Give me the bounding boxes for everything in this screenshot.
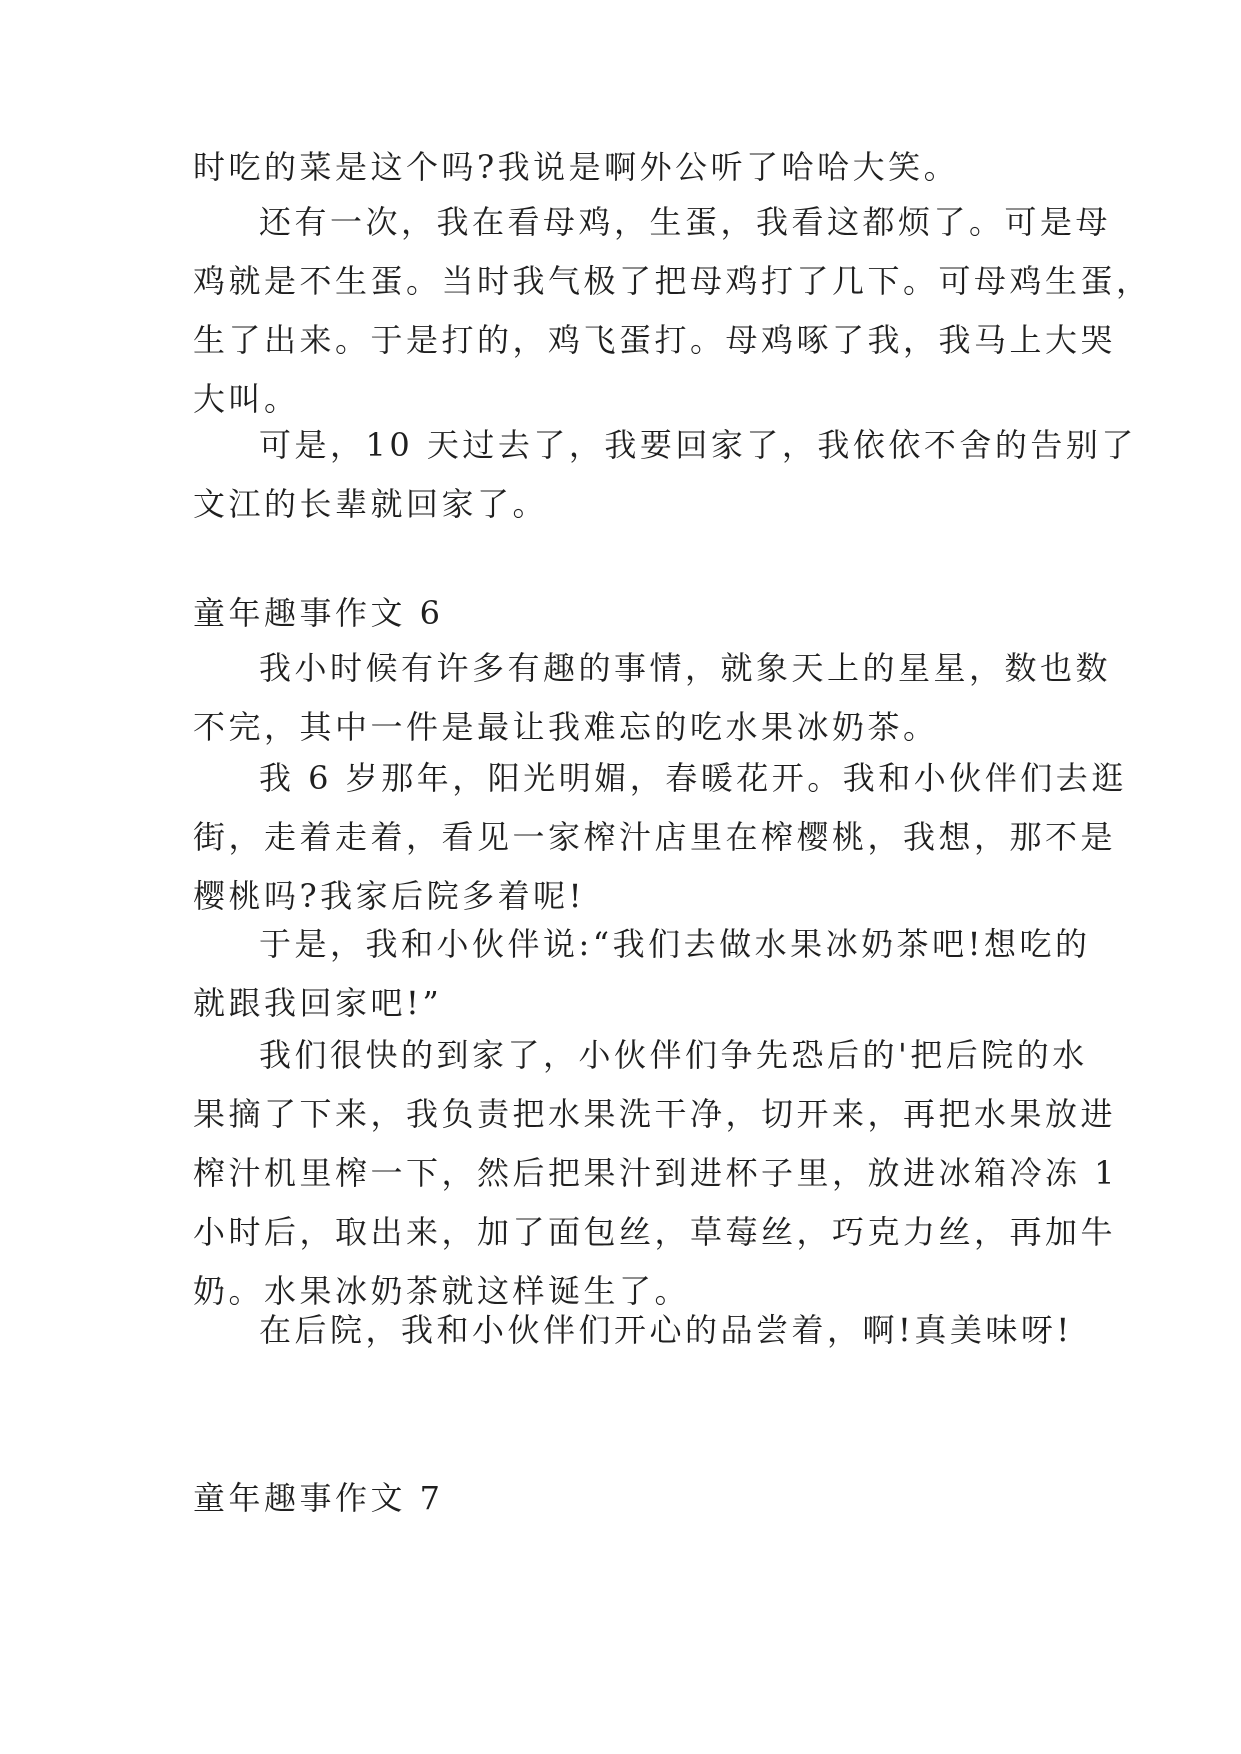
text-line: 就跟我回家吧!” (193, 984, 443, 1022)
text-line: 不完，其中一件是最让我难忘的吃水果冰奶茶。 (193, 708, 939, 746)
text-line: 文江的长辈就回家了。 (193, 485, 549, 523)
text-line: 还有一次，我在看母鸡，生蛋，我看这都烦了。可是母 (259, 203, 1112, 241)
paragraph-tasting (193, 1301, 1073, 1360)
section-title-7 (193, 1469, 1055, 1528)
section-title-6 (193, 584, 1055, 643)
paragraph-going-home (193, 416, 1137, 534)
text-line: 生了出来。于是打的，鸡飞蛋打。母鸡啄了我，我马上大哭 (193, 321, 1117, 359)
text-line: 在后院，我和小伙伴们开心的品尝着，啊!真美味呀! (259, 1311, 1073, 1349)
text-line: 时吃的菜是这个吗?我说是啊外公听了哈哈大笑。 (193, 148, 960, 186)
text-line: 榨汁机里榨一下，然后把果汁到进杯子里，放进冰箱冷冻 1 (193, 1154, 1119, 1192)
text-line: 鸡就是不生蛋。当时我气极了把母鸡打了几下。可母鸡生蛋， (193, 262, 1152, 300)
paragraph-stars (193, 639, 1112, 757)
text-line: 街，走着走着，看见一家榨汁店里在榨樱桃，我想，那不是 (193, 818, 1117, 856)
paragraph-making (193, 1026, 1119, 1321)
text-line: 小时后，取出来，加了面包丝，草莓丝，巧克力丝，再加牛 (193, 1213, 1117, 1251)
paragraph-invite (193, 915, 1091, 1033)
paragraph-continued (193, 138, 1055, 197)
paragraph-hen-story (193, 193, 1152, 429)
text-line: 于是，我和小伙伴说:“我们去做水果冰奶茶吧!想吃的 (259, 925, 1091, 963)
section-title: 童年趣事作文 6 (193, 594, 444, 632)
section-title: 童年趣事作文 7 (193, 1479, 444, 1517)
paragraph-cherry (193, 749, 1127, 926)
text-line: 大叫。 (193, 380, 300, 418)
text-line: 我小时候有许多有趣的事情，就象天上的星星，数也数 (259, 649, 1112, 687)
text-line: 我们很快的到家了，小伙伴们争先恐后的'把后院的水 (259, 1036, 1088, 1074)
text-line: 奶。水果冰奶茶就这样诞生了。 (193, 1272, 691, 1310)
text-line: 可是，10 天过去了，我要回家了，我依依不舍的告别了 (259, 426, 1137, 464)
text-line: 我 6 岁那年，阳光明媚，春暖花开。我和小伙伴们去逛 (259, 759, 1127, 797)
text-line: 樱桃吗?我家后院多着呢! (193, 877, 586, 915)
text-line: 果摘了下来，我负责把水果洗干净，切开来，再把水果放进 (193, 1095, 1117, 1133)
